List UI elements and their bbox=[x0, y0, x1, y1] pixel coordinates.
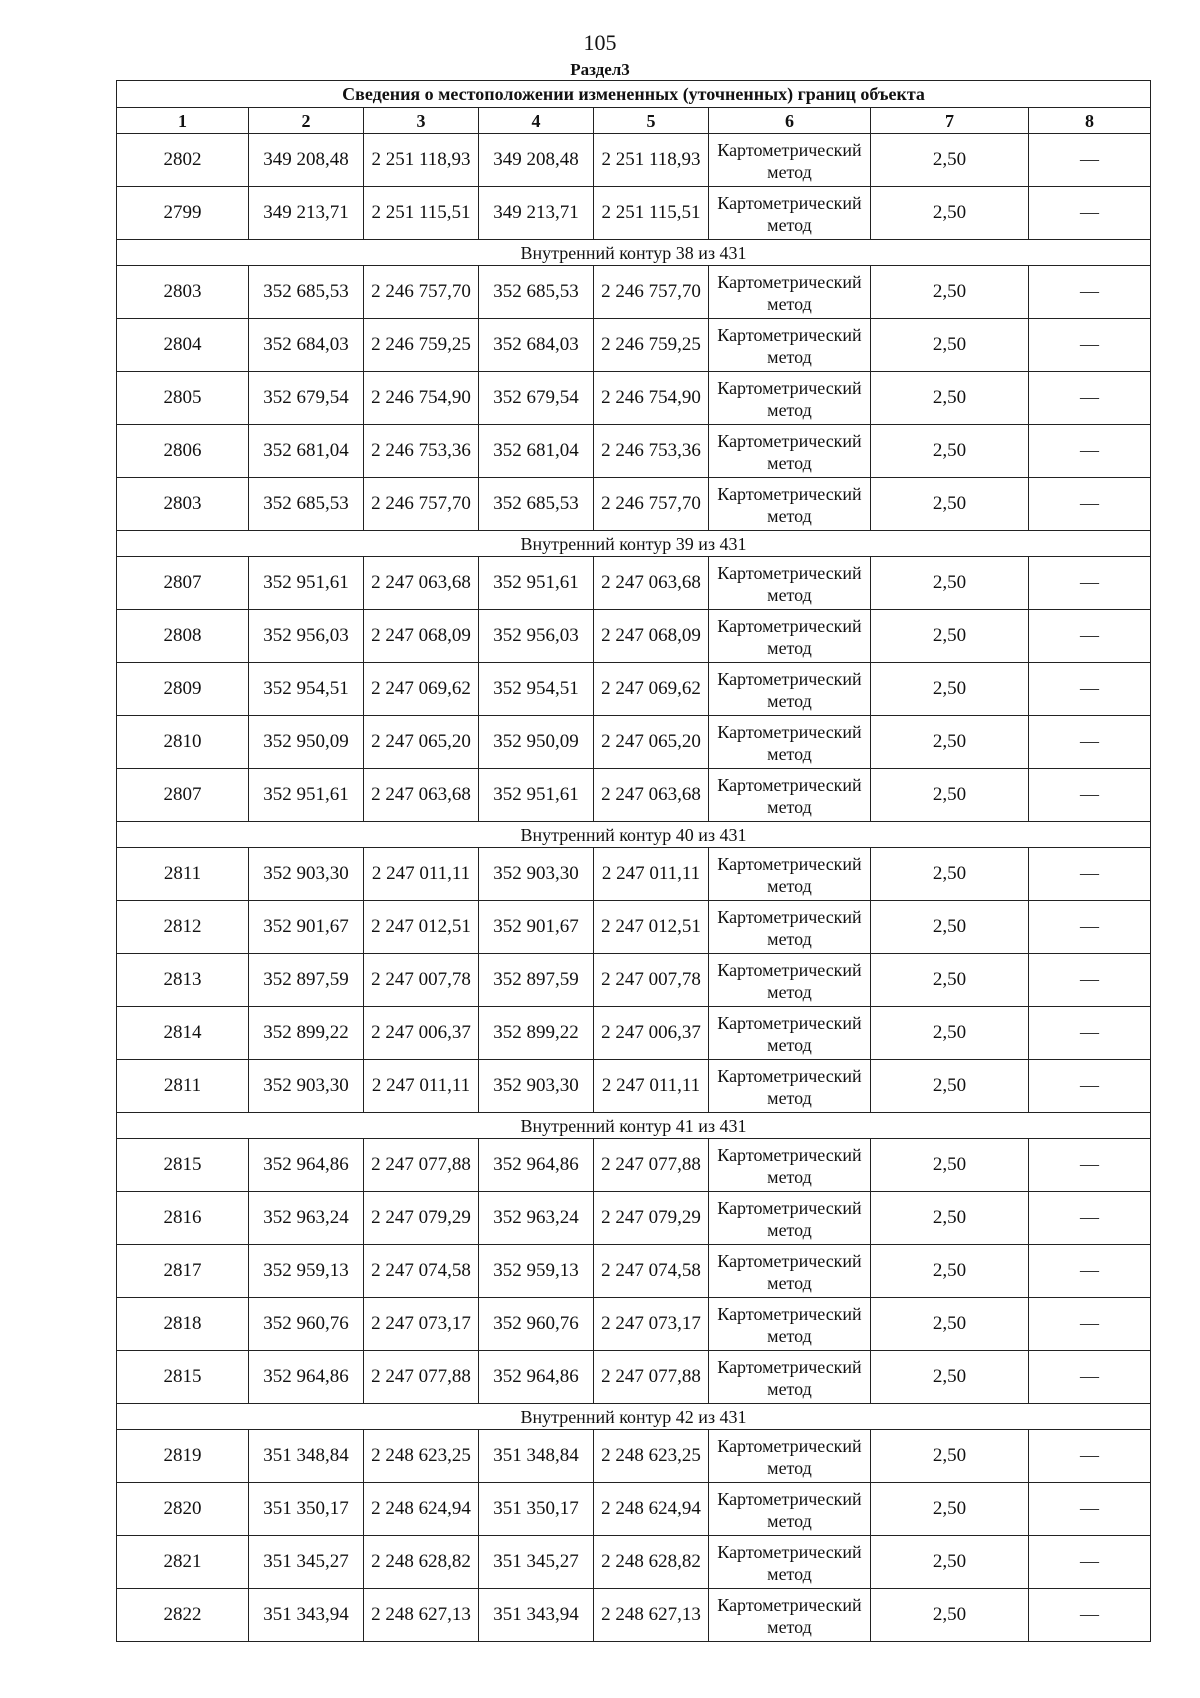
y-old-cell: 2 251 118,93 bbox=[364, 134, 479, 187]
table-row bbox=[117, 1245, 1151, 1298]
x-old-cell: 352 964,86 bbox=[249, 1139, 364, 1192]
accuracy-cell: 2,50 bbox=[871, 663, 1029, 716]
table-row bbox=[117, 187, 1151, 240]
y-old-cell: 2 247 069,62 bbox=[364, 663, 479, 716]
y-new-cell: 2 247 011,11 bbox=[594, 848, 709, 901]
y-new-cell: 2 246 757,70 bbox=[594, 478, 709, 531]
column-number: 6 bbox=[709, 108, 871, 134]
point-number-cell: 2812 bbox=[117, 901, 249, 954]
method-cell: Картометрический метод bbox=[709, 716, 871, 769]
description-cell: — bbox=[1029, 1245, 1151, 1298]
y-old-cell: 2 246 757,70 bbox=[364, 478, 479, 531]
method-cell: Картометрический метод bbox=[709, 478, 871, 531]
x-old-cell: 351 350,17 bbox=[249, 1483, 364, 1536]
x-old-cell: 351 348,84 bbox=[249, 1430, 364, 1483]
y-new-cell: 2 247 012,51 bbox=[594, 901, 709, 954]
x-old-cell: 352 685,53 bbox=[249, 266, 364, 319]
method-cell: Картометрический метод bbox=[709, 1245, 871, 1298]
contour-label: Внутренний контур 41 из 431 bbox=[117, 1113, 1151, 1139]
x-old-cell: 352 679,54 bbox=[249, 372, 364, 425]
y-new-cell: 2 247 074,58 bbox=[594, 1245, 709, 1298]
x-old-cell: 349 213,71 bbox=[249, 187, 364, 240]
y-old-cell: 2 247 068,09 bbox=[364, 610, 479, 663]
column-number: 5 bbox=[594, 108, 709, 134]
table-row bbox=[117, 1430, 1151, 1483]
description-cell: — bbox=[1029, 1060, 1151, 1113]
y-old-cell: 2 251 115,51 bbox=[364, 187, 479, 240]
accuracy-cell: 2,50 bbox=[871, 901, 1029, 954]
y-old-cell: 2 247 077,88 bbox=[364, 1351, 479, 1404]
x-new-cell: 352 897,59 bbox=[479, 954, 594, 1007]
description-cell: — bbox=[1029, 901, 1151, 954]
description-cell: — bbox=[1029, 319, 1151, 372]
point-number-cell: 2803 bbox=[117, 478, 249, 531]
y-new-cell: 2 251 118,93 bbox=[594, 134, 709, 187]
x-new-cell: 349 208,48 bbox=[479, 134, 594, 187]
description-cell: — bbox=[1029, 478, 1151, 531]
point-number-cell: 2815 bbox=[117, 1139, 249, 1192]
x-new-cell: 352 951,61 bbox=[479, 769, 594, 822]
table-row bbox=[117, 769, 1151, 822]
x-old-cell: 351 343,94 bbox=[249, 1589, 364, 1642]
y-new-cell: 2 246 753,36 bbox=[594, 425, 709, 478]
accuracy-cell: 2,50 bbox=[871, 187, 1029, 240]
description-cell: — bbox=[1029, 610, 1151, 663]
description-cell: — bbox=[1029, 769, 1151, 822]
column-number: 4 bbox=[479, 108, 594, 134]
x-new-cell: 352 681,04 bbox=[479, 425, 594, 478]
y-old-cell: 2 248 623,25 bbox=[364, 1430, 479, 1483]
y-old-cell: 2 247 073,17 bbox=[364, 1298, 479, 1351]
description-cell: — bbox=[1029, 187, 1151, 240]
y-old-cell: 2 246 757,70 bbox=[364, 266, 479, 319]
page-number: 105 bbox=[583, 30, 617, 55]
x-old-cell: 352 951,61 bbox=[249, 769, 364, 822]
method-cell: Картометрический метод bbox=[709, 1192, 871, 1245]
x-new-cell: 352 685,53 bbox=[479, 266, 594, 319]
method-cell: Картометрический метод bbox=[709, 1483, 871, 1536]
method-cell: Картометрический метод bbox=[709, 901, 871, 954]
method-cell: Картометрический метод bbox=[709, 848, 871, 901]
accuracy-cell: 2,50 bbox=[871, 478, 1029, 531]
y-new-cell: 2 248 623,25 bbox=[594, 1430, 709, 1483]
x-new-cell: 352 685,53 bbox=[479, 478, 594, 531]
method-cell: Картометрический метод bbox=[709, 266, 871, 319]
table-row bbox=[117, 557, 1151, 610]
y-new-cell: 2 251 115,51 bbox=[594, 187, 709, 240]
y-new-cell: 2 248 624,94 bbox=[594, 1483, 709, 1536]
x-new-cell: 352 956,03 bbox=[479, 610, 594, 663]
x-new-cell: 352 899,22 bbox=[479, 1007, 594, 1060]
method-cell: Картометрический метод bbox=[709, 187, 871, 240]
column-numbers-row bbox=[117, 108, 1151, 134]
table-row bbox=[117, 372, 1151, 425]
method-cell: Картометрический метод bbox=[709, 1589, 871, 1642]
table-row bbox=[117, 266, 1151, 319]
x-new-cell: 352 951,61 bbox=[479, 557, 594, 610]
point-number-cell: 2819 bbox=[117, 1430, 249, 1483]
x-old-cell: 352 685,53 bbox=[249, 478, 364, 531]
y-old-cell: 2 246 759,25 bbox=[364, 319, 479, 372]
x-new-cell: 352 960,76 bbox=[479, 1298, 594, 1351]
table-row bbox=[117, 1139, 1151, 1192]
contour-label: Внутренний контур 38 из 431 bbox=[117, 240, 1151, 266]
x-new-cell: 352 684,03 bbox=[479, 319, 594, 372]
x-old-cell: 352 901,67 bbox=[249, 901, 364, 954]
y-old-cell: 2 247 063,68 bbox=[364, 557, 479, 610]
description-cell: — bbox=[1029, 848, 1151, 901]
point-number-cell: 2816 bbox=[117, 1192, 249, 1245]
accuracy-cell: 2,50 bbox=[871, 266, 1029, 319]
accuracy-cell: 2,50 bbox=[871, 425, 1029, 478]
y-old-cell: 2 247 011,11 bbox=[364, 1060, 479, 1113]
accuracy-cell: 2,50 bbox=[871, 1192, 1029, 1245]
point-number-cell: 2799 bbox=[117, 187, 249, 240]
description-cell: — bbox=[1029, 1483, 1151, 1536]
table-row bbox=[117, 1351, 1151, 1404]
method-cell: Картометрический метод bbox=[709, 1298, 871, 1351]
accuracy-cell: 2,50 bbox=[871, 1430, 1029, 1483]
x-old-cell: 352 963,24 bbox=[249, 1192, 364, 1245]
point-number-cell: 2806 bbox=[117, 425, 249, 478]
method-cell: Картометрический метод bbox=[709, 425, 871, 478]
point-number-cell: 2804 bbox=[117, 319, 249, 372]
x-old-cell: 351 345,27 bbox=[249, 1536, 364, 1589]
x-old-cell: 352 964,86 bbox=[249, 1351, 364, 1404]
table-row bbox=[117, 1483, 1151, 1536]
table-row bbox=[117, 901, 1151, 954]
y-new-cell: 2 246 757,70 bbox=[594, 266, 709, 319]
accuracy-cell: 2,50 bbox=[871, 848, 1029, 901]
table-row bbox=[117, 1192, 1151, 1245]
point-number-cell: 2814 bbox=[117, 1007, 249, 1060]
y-old-cell: 2 247 063,68 bbox=[364, 769, 479, 822]
contour-header-row bbox=[117, 531, 1151, 557]
point-number-cell: 2820 bbox=[117, 1483, 249, 1536]
x-new-cell: 352 963,24 bbox=[479, 1192, 594, 1245]
method-cell: Картометрический метод bbox=[709, 372, 871, 425]
point-number-cell: 2809 bbox=[117, 663, 249, 716]
y-new-cell: 2 248 628,82 bbox=[594, 1536, 709, 1589]
y-old-cell: 2 248 628,82 bbox=[364, 1536, 479, 1589]
x-old-cell: 349 208,48 bbox=[249, 134, 364, 187]
point-number-cell: 2822 bbox=[117, 1589, 249, 1642]
accuracy-cell: 2,50 bbox=[871, 319, 1029, 372]
point-number-cell: 2821 bbox=[117, 1536, 249, 1589]
x-new-cell: 351 343,94 bbox=[479, 1589, 594, 1642]
y-old-cell: 2 247 079,29 bbox=[364, 1192, 479, 1245]
x-new-cell: 352 901,67 bbox=[479, 901, 594, 954]
point-number-cell: 2811 bbox=[117, 1060, 249, 1113]
table-row bbox=[117, 134, 1151, 187]
y-old-cell: 2 246 753,36 bbox=[364, 425, 479, 478]
y-old-cell: 2 247 077,88 bbox=[364, 1139, 479, 1192]
table-body bbox=[117, 134, 1151, 1642]
description-cell: — bbox=[1029, 134, 1151, 187]
accuracy-cell: 2,50 bbox=[871, 716, 1029, 769]
y-old-cell: 2 247 012,51 bbox=[364, 901, 479, 954]
table-caption: Сведения о местоположении измененных (уточненных) границ объекта bbox=[117, 81, 1151, 108]
point-number-cell: 2807 bbox=[117, 769, 249, 822]
contour-header-row bbox=[117, 1113, 1151, 1139]
x-old-cell: 352 951,61 bbox=[249, 557, 364, 610]
table-row bbox=[117, 319, 1151, 372]
method-cell: Картометрический метод bbox=[709, 1007, 871, 1060]
method-cell: Картометрический метод bbox=[709, 1139, 871, 1192]
description-cell: — bbox=[1029, 716, 1151, 769]
description-cell: — bbox=[1029, 1536, 1151, 1589]
description-cell: — bbox=[1029, 1007, 1151, 1060]
method-cell: Картометрический метод bbox=[709, 954, 871, 1007]
point-number-cell: 2805 bbox=[117, 372, 249, 425]
y-old-cell: 2 247 006,37 bbox=[364, 1007, 479, 1060]
accuracy-cell: 2,50 bbox=[871, 134, 1029, 187]
y-old-cell: 2 247 011,11 bbox=[364, 848, 479, 901]
point-number-cell: 2818 bbox=[117, 1298, 249, 1351]
y-old-cell: 2 247 007,78 bbox=[364, 954, 479, 1007]
x-old-cell: 352 903,30 bbox=[249, 848, 364, 901]
description-cell: — bbox=[1029, 425, 1151, 478]
contour-label: Внутренний контур 39 из 431 bbox=[117, 531, 1151, 557]
x-old-cell: 352 956,03 bbox=[249, 610, 364, 663]
section-title: Раздел3 bbox=[570, 60, 630, 79]
table-row bbox=[117, 1060, 1151, 1113]
accuracy-cell: 2,50 bbox=[871, 1245, 1029, 1298]
y-old-cell: 2 247 074,58 bbox=[364, 1245, 479, 1298]
accuracy-cell: 2,50 bbox=[871, 1351, 1029, 1404]
x-new-cell: 351 348,84 bbox=[479, 1430, 594, 1483]
table-row bbox=[117, 663, 1151, 716]
x-old-cell: 352 897,59 bbox=[249, 954, 364, 1007]
point-number-cell: 2803 bbox=[117, 266, 249, 319]
column-number: 1 bbox=[117, 108, 249, 134]
accuracy-cell: 2,50 bbox=[871, 1536, 1029, 1589]
y-new-cell: 2 247 065,20 bbox=[594, 716, 709, 769]
x-old-cell: 352 950,09 bbox=[249, 716, 364, 769]
accuracy-cell: 2,50 bbox=[871, 1139, 1029, 1192]
method-cell: Картометрический метод bbox=[709, 1536, 871, 1589]
y-old-cell: 2 248 627,13 bbox=[364, 1589, 479, 1642]
accuracy-cell: 2,50 bbox=[871, 769, 1029, 822]
description-cell: — bbox=[1029, 1351, 1151, 1404]
point-number-cell: 2817 bbox=[117, 1245, 249, 1298]
method-cell: Картометрический метод bbox=[709, 557, 871, 610]
method-cell: Картометрический метод bbox=[709, 610, 871, 663]
description-cell: — bbox=[1029, 1298, 1151, 1351]
accuracy-cell: 2,50 bbox=[871, 1298, 1029, 1351]
contour-header-row bbox=[117, 240, 1151, 266]
table-row bbox=[117, 848, 1151, 901]
description-cell: — bbox=[1029, 1139, 1151, 1192]
table-row bbox=[117, 478, 1151, 531]
x-new-cell: 352 903,30 bbox=[479, 848, 594, 901]
y-new-cell: 2 246 759,25 bbox=[594, 319, 709, 372]
y-old-cell: 2 246 754,90 bbox=[364, 372, 479, 425]
point-number-cell: 2807 bbox=[117, 557, 249, 610]
accuracy-cell: 2,50 bbox=[871, 557, 1029, 610]
x-old-cell: 352 959,13 bbox=[249, 1245, 364, 1298]
x-old-cell: 352 899,22 bbox=[249, 1007, 364, 1060]
point-number-cell: 2811 bbox=[117, 848, 249, 901]
table-row bbox=[117, 1298, 1151, 1351]
contour-header-row bbox=[117, 1404, 1151, 1430]
accuracy-cell: 2,50 bbox=[871, 1007, 1029, 1060]
table-row bbox=[117, 954, 1151, 1007]
table-row bbox=[117, 610, 1151, 663]
column-number: 2 bbox=[249, 108, 364, 134]
y-new-cell: 2 247 006,37 bbox=[594, 1007, 709, 1060]
accuracy-cell: 2,50 bbox=[871, 1589, 1029, 1642]
description-cell: — bbox=[1029, 954, 1151, 1007]
accuracy-cell: 2,50 bbox=[871, 1483, 1029, 1536]
x-old-cell: 352 954,51 bbox=[249, 663, 364, 716]
table-row bbox=[117, 1007, 1151, 1060]
x-old-cell: 352 684,03 bbox=[249, 319, 364, 372]
method-cell: Картометрический метод bbox=[709, 134, 871, 187]
column-number: 8 bbox=[1029, 108, 1151, 134]
y-new-cell: 2 248 627,13 bbox=[594, 1589, 709, 1642]
method-cell: Картометрический метод bbox=[709, 663, 871, 716]
contour-label: Внутренний контур 40 из 431 bbox=[117, 822, 1151, 848]
y-old-cell: 2 248 624,94 bbox=[364, 1483, 479, 1536]
table-row bbox=[117, 716, 1151, 769]
y-new-cell: 2 247 077,88 bbox=[594, 1139, 709, 1192]
description-cell: — bbox=[1029, 557, 1151, 610]
x-new-cell: 352 959,13 bbox=[479, 1245, 594, 1298]
point-number-cell: 2813 bbox=[117, 954, 249, 1007]
x-new-cell: 349 213,71 bbox=[479, 187, 594, 240]
x-new-cell: 352 954,51 bbox=[479, 663, 594, 716]
x-new-cell: 351 350,17 bbox=[479, 1483, 594, 1536]
method-cell: Картометрический метод bbox=[709, 769, 871, 822]
description-cell: — bbox=[1029, 1192, 1151, 1245]
description-cell: — bbox=[1029, 372, 1151, 425]
x-old-cell: 352 903,30 bbox=[249, 1060, 364, 1113]
accuracy-cell: 2,50 bbox=[871, 372, 1029, 425]
y-new-cell: 2 247 069,62 bbox=[594, 663, 709, 716]
method-cell: Картометрический метод bbox=[709, 1060, 871, 1113]
x-new-cell: 352 950,09 bbox=[479, 716, 594, 769]
y-new-cell: 2 247 079,29 bbox=[594, 1192, 709, 1245]
description-cell: — bbox=[1029, 266, 1151, 319]
boundary-coordinates-table bbox=[116, 80, 1151, 1642]
contour-label: Внутренний контур 42 из 431 bbox=[117, 1404, 1151, 1430]
x-old-cell: 352 960,76 bbox=[249, 1298, 364, 1351]
y-new-cell: 2 246 754,90 bbox=[594, 372, 709, 425]
table-caption-row bbox=[117, 81, 1151, 108]
y-old-cell: 2 247 065,20 bbox=[364, 716, 479, 769]
point-number-cell: 2815 bbox=[117, 1351, 249, 1404]
method-cell: Картометрический метод bbox=[709, 319, 871, 372]
y-new-cell: 2 247 068,09 bbox=[594, 610, 709, 663]
x-new-cell: 352 964,86 bbox=[479, 1139, 594, 1192]
x-new-cell: 351 345,27 bbox=[479, 1536, 594, 1589]
point-number-cell: 2810 bbox=[117, 716, 249, 769]
method-cell: Картометрический метод bbox=[709, 1430, 871, 1483]
table-row bbox=[117, 1589, 1151, 1642]
x-new-cell: 352 679,54 bbox=[479, 372, 594, 425]
column-number: 3 bbox=[364, 108, 479, 134]
y-new-cell: 2 247 077,88 bbox=[594, 1351, 709, 1404]
table-row bbox=[117, 1536, 1151, 1589]
contour-header-row bbox=[117, 822, 1151, 848]
point-number-cell: 2808 bbox=[117, 610, 249, 663]
accuracy-cell: 2,50 bbox=[871, 954, 1029, 1007]
method-cell: Картометрический метод bbox=[709, 1351, 871, 1404]
x-old-cell: 352 681,04 bbox=[249, 425, 364, 478]
column-number: 7 bbox=[871, 108, 1029, 134]
y-new-cell: 2 247 063,68 bbox=[594, 557, 709, 610]
x-new-cell: 352 964,86 bbox=[479, 1351, 594, 1404]
accuracy-cell: 2,50 bbox=[871, 1060, 1029, 1113]
accuracy-cell: 2,50 bbox=[871, 610, 1029, 663]
point-number-cell: 2802 bbox=[117, 134, 249, 187]
table-row bbox=[117, 425, 1151, 478]
description-cell: — bbox=[1029, 1589, 1151, 1642]
y-new-cell: 2 247 063,68 bbox=[594, 769, 709, 822]
y-new-cell: 2 247 073,17 bbox=[594, 1298, 709, 1351]
y-new-cell: 2 247 007,78 bbox=[594, 954, 709, 1007]
x-new-cell: 352 903,30 bbox=[479, 1060, 594, 1113]
description-cell: — bbox=[1029, 1430, 1151, 1483]
y-new-cell: 2 247 011,11 bbox=[594, 1060, 709, 1113]
description-cell: — bbox=[1029, 663, 1151, 716]
